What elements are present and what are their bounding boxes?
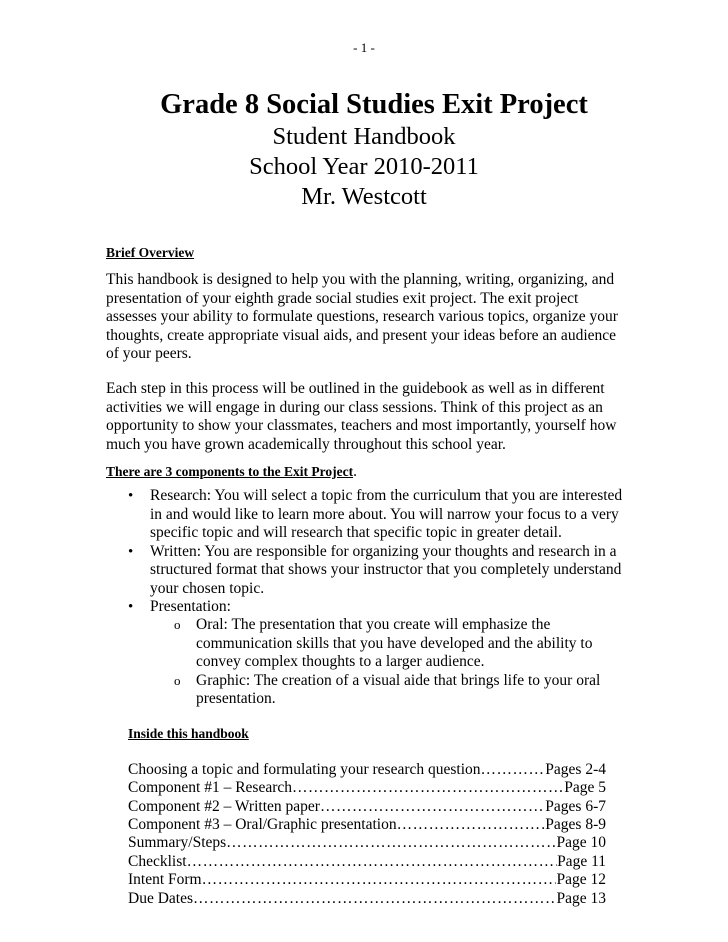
toc-page: Page 5 [564, 779, 606, 797]
overview-heading: Brief Overview [106, 245, 195, 260]
toc-label: Component #1 – Research [128, 779, 293, 797]
subtitle-teacher: Mr. Westcott [301, 183, 427, 210]
subtitle-school-year: School Year 2010-2011 [249, 153, 479, 180]
toc-leader [481, 761, 546, 779]
toc-leader [202, 871, 557, 889]
presentation-sublist [150, 616, 626, 708]
overview-paragraph-1: This handbook is designed to help you with the planning, writing, organizing, and presentation of your eighth grade social studies exit project. The exit project assesses your ability to formulate questions, research various topics, organize your thoughts, create appropriate visual aids, and present your ideas before an audience of your peers. [106, 271, 618, 363]
components-heading: There are 3 components to the Exit Project [106, 464, 354, 480]
component-text: Presentation: [150, 597, 231, 615]
toc-entry [128, 871, 606, 889]
component-presentation [106, 598, 626, 708]
toc-leader [187, 853, 558, 871]
toc-label: Intent Form [128, 871, 202, 889]
overview-paragraph-2: Each step in this process will be outlined in the guidebook as well as in different activities we will engage in during our class sessions. Think of this project as an opportunity to show your classmates, teachers and most importantly, yourself how much you have grown academically throughout this school year. [106, 380, 617, 453]
toc-page: Page 12 [556, 871, 606, 889]
subtitle-handbook: Student Handbook [272, 123, 456, 150]
toc-leader [226, 834, 556, 852]
component-written [106, 543, 626, 598]
toc-entry [128, 761, 606, 779]
component-research [106, 487, 626, 542]
toc-label: Component #2 – Written paper [128, 797, 320, 815]
toc-label: Summary/Steps [128, 834, 227, 852]
toc-label: Choosing a topic and formulating your research question [128, 760, 481, 778]
sub-item-text: Graphic: The creation of a visual aide that brings life to your oral presentation. [196, 671, 601, 707]
toc-entry [128, 816, 606, 834]
bullet-icon: • [128, 488, 134, 505]
toc-entry [128, 834, 606, 852]
toc-entry [128, 798, 606, 816]
sub-bullet-icon: o [174, 672, 181, 688]
component-text: Written: You are responsible for organizing your thoughts and research in a structured format that shows your instructor that you completely understand your chosen topic. [150, 542, 622, 597]
toc-label: Component #3 – Oral/Graphic presentation [128, 815, 397, 833]
table-of-contents [128, 725, 626, 908]
toc-page: Pages 2-4 [545, 760, 606, 778]
bullet-icon: • [128, 543, 134, 560]
component-text: Research: You will select a topic from the curriculum that you are interested in and would like to learn more about. You will narrow your focus to a very specific topic and will research that specific topic in greater detail. [150, 487, 623, 542]
sub-item-graphic [150, 672, 626, 709]
toc-leader [397, 816, 546, 834]
page-number: - 1 - [353, 40, 375, 55]
toc-leader [320, 798, 545, 816]
toc-entry [128, 890, 606, 908]
components-heading-line [106, 463, 626, 481]
page-title: Grade 8 Social Studies Exit Project [160, 89, 588, 120]
toc-entry [128, 853, 606, 871]
toc-label: Due Dates [128, 889, 193, 907]
toc-label: Checklist [128, 852, 187, 870]
components-list [106, 487, 626, 708]
sub-item-text: Oral: The presentation that you create will emphasize the communication skills that you have developed and the ability to convey complex thoughts to a larger audience. [196, 616, 593, 671]
sub-bullet-icon: o [174, 617, 181, 633]
toc-page: Page 13 [556, 889, 606, 907]
toc-leader [193, 890, 556, 908]
toc-page: Page 11 [557, 852, 606, 870]
title-block [0, 88, 728, 212]
document-body [106, 244, 626, 908]
toc-entry [128, 779, 606, 797]
toc-page: Pages 8-9 [545, 815, 606, 833]
toc-page: Page 10 [556, 834, 606, 852]
toc-heading: Inside this handbook [128, 726, 249, 742]
sub-item-oral [150, 616, 626, 671]
bullet-icon: • [128, 598, 134, 615]
toc-leader [292, 779, 564, 797]
components-heading-period: . [353, 463, 357, 481]
toc-page: Pages 6-7 [545, 797, 606, 815]
